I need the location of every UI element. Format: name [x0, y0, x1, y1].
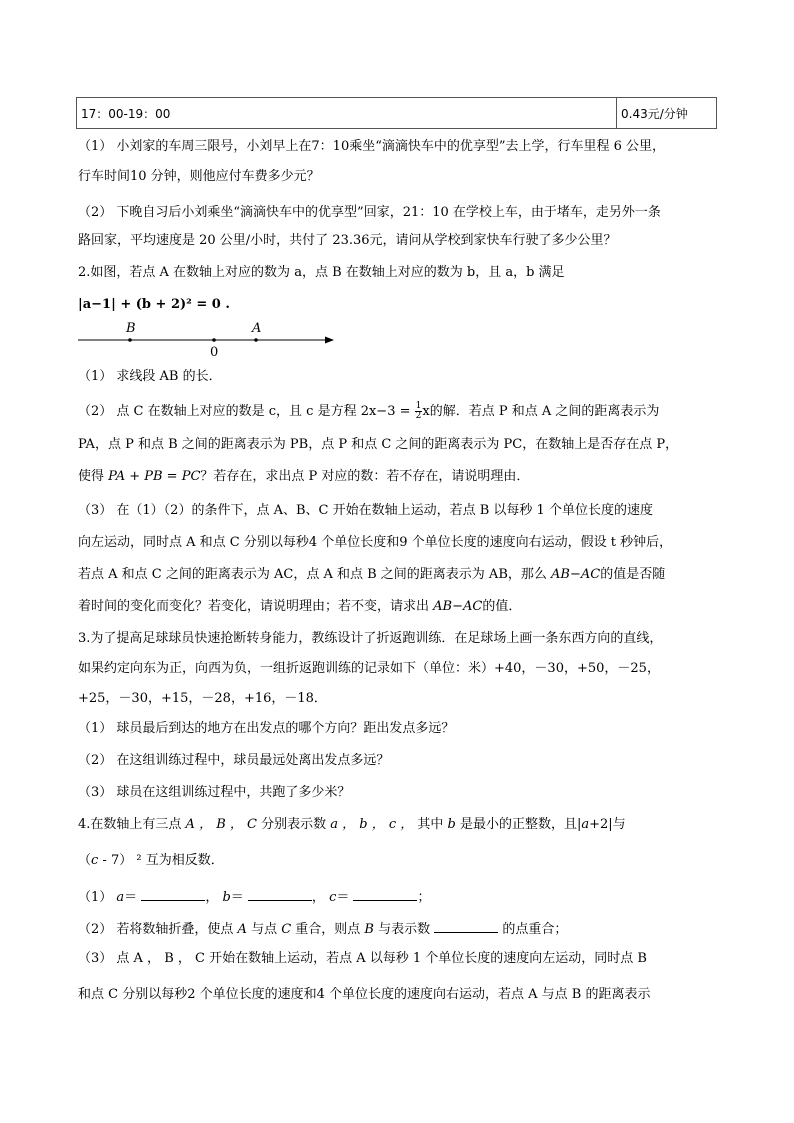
- fare-table: [76, 97, 717, 129]
- q3-line2: 如果约定向东为正，向西为负，一组折返跑训练的记录如下（单位：米）+40，－30，+50，－25，: [78, 661, 660, 676]
- answer-blank-a[interactable]: [141, 888, 205, 901]
- q2-part3-line2: 向左运动，同时点 A 和点 C 分别以每秒4 个单位长度和9 个单位长度的速度向右运动，假设 t 秒钟后，: [78, 535, 673, 550]
- q4-part2: [78, 920, 567, 939]
- q4-text: ＝: [230, 890, 248, 905]
- q2-expr-ab-ac: AB−AC: [551, 567, 601, 582]
- q2-intro: 2.如图，若点 A 在数轴上对应的数为 a，点 B 在数轴上对应的数为 b，且 a，b 满足: [78, 265, 565, 280]
- q4-text: ，: [311, 890, 330, 905]
- q2-part2-line2: PA，点 P 和点 B 之间的距离表示为 PB，点 P 和点 C 之间的距离表示为 PC，在数轴上是否存在点 P，: [78, 437, 679, 452]
- fraction-denominator: 2: [415, 411, 422, 421]
- point-a: [254, 338, 258, 342]
- q4-text: - 7） ² 互为相反数．: [98, 853, 224, 868]
- q2-part3-line3-b: 的值是否随: [600, 567, 666, 582]
- answer-blank-fold[interactable]: [434, 920, 498, 933]
- q4-text: 与点: [246, 922, 282, 937]
- q3-part3: （3） 球员在这组训练过程中，共跑了多少米？: [78, 785, 351, 800]
- q2-expr-ab-ac-2: AB−AC: [433, 599, 483, 614]
- q1-part1-line2: 行车时间10 分钟，则他应付车费多少元？: [78, 169, 320, 184]
- q4-var-b: b: [447, 817, 456, 832]
- q2-part2-line1: [78, 402, 659, 421]
- q3-part1: （1） 球员最后到达的地方在出发点的哪个方向？距出发点多远？: [78, 721, 455, 736]
- q2-condition: |a−1| + (b + 2)² = 0 .: [78, 297, 230, 312]
- q4-var-a: a: [116, 890, 125, 905]
- q4-text: 与表示数: [373, 922, 435, 937]
- q4-points: A ， B ， C: [185, 817, 257, 832]
- q4-text: 重合，则点: [291, 922, 365, 937]
- q4-var-c: c: [91, 853, 99, 868]
- q2-part3-line4-b: 的值．: [482, 599, 522, 614]
- q2-part3-line4: [78, 598, 521, 616]
- q4-line1: [78, 816, 626, 834]
- q4-numbers: a ， b ， c ，: [330, 817, 414, 832]
- number-line-figure: [76, 318, 338, 362]
- q4-var-c: C: [281, 922, 292, 937]
- q2-part3-line3: [78, 566, 665, 584]
- q4-text: +2|与: [589, 817, 626, 832]
- q2-part2-line3: [78, 468, 529, 486]
- q2-part2-text-a: （2） 点 C 在数轴上对应的数是 c，且 c 是方程 2x−3 =: [78, 404, 415, 419]
- point-zero: [212, 338, 216, 342]
- q4-var-a: a: [581, 817, 590, 832]
- q4-text: ＝: [124, 890, 142, 905]
- q4-text: （: [78, 853, 92, 868]
- q4-text: 4.在数轴上有三点: [78, 817, 186, 832]
- q4-text: （2） 若将数轴折叠，使点: [78, 922, 238, 937]
- label-b: B: [126, 321, 136, 336]
- q1-part2-line2: 路回家，平均速度是 20 公里/小时，共付了 23.36元，请问从学校到家快车行驶了多少公里？: [78, 233, 617, 248]
- q3-line1: 3.为了提高足球球员快速抢断转身能力，教练设计了折返跑训练．在足球场上画一条东西方向的直线，: [78, 631, 663, 646]
- q4-part1-label: （1）: [78, 890, 117, 905]
- q2-part2-line3-a: 使得: [78, 469, 109, 484]
- q4-text: 是最小的正整数，且|: [455, 817, 582, 832]
- q2-part2-text-b: x的解．若点 P 和点 A 之间的距离表示为: [422, 404, 660, 419]
- q3-line3: +25，－30，+15，－28，+16，－18．: [78, 691, 327, 706]
- q4-text: ＝: [336, 890, 354, 905]
- q4-text: 分别表示数: [256, 817, 331, 832]
- answer-blank-b[interactable]: [248, 888, 312, 901]
- q1-part1-line1: （1） 小刘家的车周三限号，小刘早上在7：10乘坐“滴滴快车中的优享型”去上学，行车里程 6 公里，: [78, 139, 666, 154]
- q2-part2-line3-b: ？若存在，求出点 P 对应的数：若不存在，请说明理由．: [200, 469, 530, 484]
- label-zero: 0: [210, 345, 219, 360]
- q2-part3-line4-a: 着时间的变化而变化？若变化，请说明理由；若不变，请求出: [78, 599, 434, 614]
- q3-part2: （2） 在这组训练过程中，球员最远处离出发点多远？: [78, 753, 390, 768]
- q4-part3-line1: （3） 点 A ， B ， C 开始在数轴上运动，若点 A 以每秒 1 个单位长度的速度向左运动，同时点 B: [78, 951, 647, 966]
- q4-var-b: b: [222, 890, 231, 905]
- q4-part3-line2: 和点 C 分别以每秒2 个单位长度的速度和4 个单位长度的速度向右运动，若点 A 与点 B 的距离表示: [78, 987, 651, 1002]
- q4-var-c: c: [329, 890, 337, 905]
- q4-text: 其中: [413, 817, 448, 832]
- price-cell: 0.43元/分钟: [617, 98, 717, 129]
- axis-arrow-icon: [325, 337, 334, 344]
- label-a: A: [252, 321, 262, 336]
- q4-part1: [78, 888, 431, 907]
- answer-blank-c[interactable]: [353, 888, 417, 901]
- q4-text: 的点重合；: [498, 922, 568, 937]
- time-cell: 17：00-19：00: [77, 98, 617, 129]
- q4-var-b: B: [364, 922, 374, 937]
- point-b: [128, 338, 132, 342]
- q2-part3-line3-a: 若点 A 和点 C 之间的距离表示为 AC，点 A 和点 B 之间的距离表示为 AB，那么: [78, 567, 552, 582]
- q2-equation: PA + PB = PC: [108, 469, 201, 484]
- q1-part2-line1: （2） 下晚自习后小刘乘坐“滴滴快车中的优享型”回家，21：10 在学校上车，由于堵车，走另外一条: [78, 205, 661, 220]
- q4-text: ；: [417, 890, 431, 905]
- q4-line2: [78, 852, 224, 870]
- q4-text: ，: [205, 890, 223, 905]
- q2-part3-line1: （3） 在（1）（2）的条件下，点 A、B、C 开始在数轴上运动，若点 B 以每秒 1 个单位长度的速度: [78, 503, 653, 518]
- table-row: [77, 98, 717, 129]
- q4-var-a: A: [237, 922, 247, 937]
- q2-part1: （1） 求线段 AB 的长．: [78, 369, 222, 384]
- fraction-numerator: 1: [415, 401, 422, 411]
